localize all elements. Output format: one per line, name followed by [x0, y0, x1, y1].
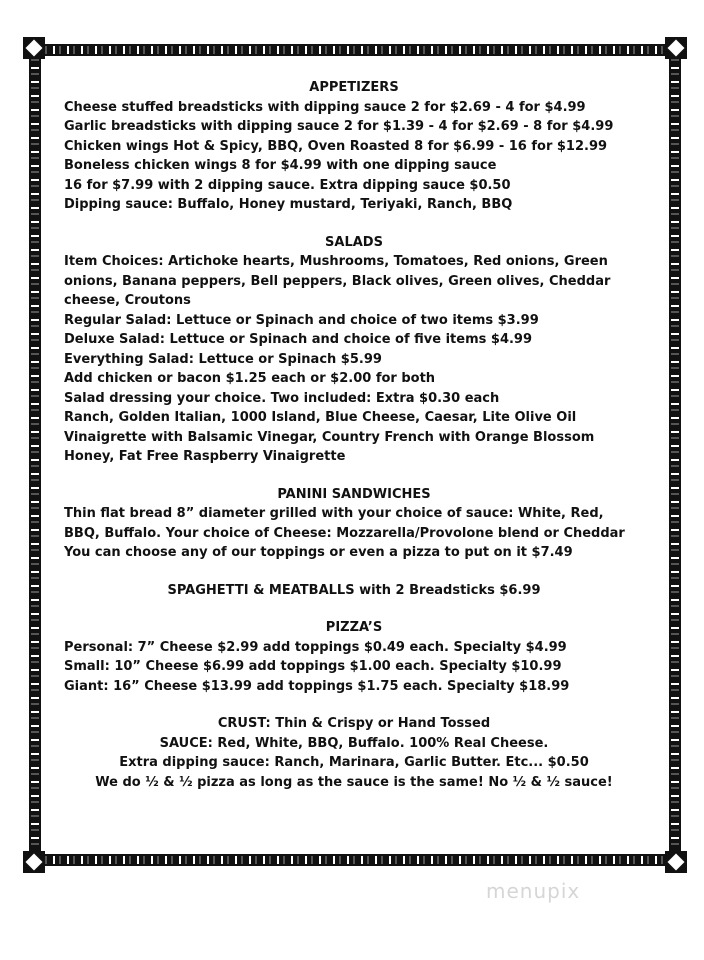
- menu-line: SAUCE: Red, White, BBQ, Buffalo. 100% Real Cheese.: [159, 735, 549, 751]
- menu-line: SPAGHETTI & MEATBALLS with 2 Breadsticks $6.99: [167, 582, 541, 598]
- border-right: [669, 47, 681, 863]
- menu-line: Garlic breadsticks with dipping sauce 2 for $1.39 - 4 for $2.69 - 8 for $4.99: [64, 119, 614, 134]
- menu-content: [64, 78, 644, 792]
- salads-section: [64, 233, 644, 467]
- menu-line: Small: 10” Cheese $6.99 add toppings $1.00 each. Specialty $10.99: [64, 659, 562, 674]
- menu-line: Add chicken or bacon $1.25 each or $2.00 for both: [64, 371, 436, 386]
- menu-line: BBQ, Buffalo. Your choice of Cheese: Mozzarella/Provolone blend or Cheddar: [64, 525, 625, 541]
- border-bottom: [33, 854, 677, 866]
- corner-ornament-icon: [23, 37, 45, 59]
- spaghetti-section: [64, 581, 644, 601]
- menu-line: Boneless chicken wings 8 for $4.99 with one dipping sauce: [64, 158, 497, 173]
- corner-ornament-icon: [23, 851, 45, 873]
- menu-line: Salad dressing your choice. Two included: Extra $0.30 each: [64, 390, 500, 406]
- info-section: [64, 714, 644, 792]
- menu-line: We do ½ & ½ pizza as long as the sauce is the same! No ½ & ½ sauce!: [95, 774, 613, 790]
- menu-line: Ranch, Golden Italian, 1000 Island, Blue Cheese, Caesar, Lite Olive Oil: [64, 410, 577, 425]
- menu-line: Item Choices: Artichoke hearts, Mushrooms, Tomatoes, Red onions, Green: [64, 254, 608, 269]
- menu-line: Everything Salad: Lettuce or Spinach $5.99: [64, 351, 382, 367]
- menu-line: Dipping sauce: Buffalo, Honey mustard, Teriyaki, Ranch, BBQ: [64, 197, 513, 212]
- menu-line: Thin flat bread 8” diameter grilled with your choice of sauce: White, Red,: [64, 506, 604, 521]
- menu-line: Extra dipping sauce: Ranch, Marinara, Garlic Butter. Etc... $0.50: [119, 755, 589, 770]
- corner-ornament-icon: [665, 37, 687, 59]
- appetizers-section: [64, 78, 644, 215]
- corner-ornament-icon: [665, 851, 687, 873]
- pizzas-section: [64, 618, 644, 696]
- border-left: [29, 47, 41, 863]
- watermark: menupix: [486, 879, 581, 903]
- menu-line: 16 for $7.99 with 2 dipping sauce. Extra dipping sauce $0.50: [64, 177, 511, 193]
- menu-line: Honey, Fat Free Raspberry Vinaigrette: [64, 449, 346, 464]
- menu-line: onions, Banana peppers, Bell peppers, Black olives, Green olives, Cheddar: [64, 273, 611, 289]
- panini-section: [64, 485, 644, 563]
- section-title: SALADS: [325, 234, 383, 250]
- menu-line: Chicken wings Hot & Spicy, BBQ, Oven Roasted 8 for $6.99 - 16 for $12.99: [64, 138, 608, 154]
- menu-line: Giant: 16” Cheese $13.99 add toppings $1.75 each. Specialty $18.99: [64, 678, 570, 694]
- border-top: [33, 44, 677, 56]
- section-title: APPETIZERS: [309, 80, 399, 95]
- menu-line: You can choose any of our toppings or even a pizza to put on it $7.49: [64, 545, 573, 560]
- menu-line: Vinaigrette with Balsamic Vinegar, Country French with Orange Blossom: [64, 429, 595, 445]
- section-title: PIZZA’S: [325, 620, 383, 635]
- menu-line: Deluxe Salad: Lettuce or Spinach and choice of five items $4.99: [64, 332, 533, 347]
- menu-line: cheese, Croutons: [64, 293, 191, 308]
- menu-line: Cheese stuffed breadsticks with dipping sauce 2 for $2.69 - 4 for $4.99: [64, 99, 586, 115]
- menu-line: CRUST: Thin & Crispy or Hand Tossed: [217, 716, 491, 731]
- menu-line: Regular Salad: Lettuce or Spinach and choice of two items $3.99: [64, 312, 539, 328]
- section-title: PANINI SANDWICHES: [277, 486, 431, 502]
- menu-line: Personal: 7” Cheese $2.99 add toppings $0.49 each. Specialty $4.99: [64, 639, 567, 655]
